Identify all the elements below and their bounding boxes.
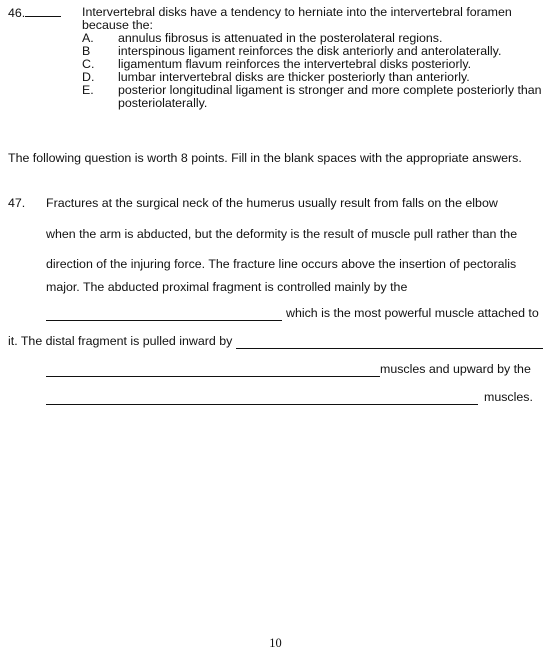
question-47-line-4: major. The abducted proximal fragment is controlled mainly by the xyxy=(46,280,408,294)
option-text: lumbar intervertebral disks are thicker posteriorly than anteriorly. xyxy=(118,70,470,84)
option-text: interspinous ligament reinforces the disk anteriorly and anterolaterally. xyxy=(118,44,502,58)
question-46-header xyxy=(8,6,543,32)
answer-blank-47-3[interactable] xyxy=(46,365,380,377)
question-47-line-3: direction of the injuring force. The fracture line occurs above the insertion of pectoralis xyxy=(46,257,517,271)
option-letter: E. xyxy=(82,83,94,97)
question-46-stem: Intervertebral disks have a tendency to herniate into the intervertebral foramen because the: xyxy=(82,5,512,32)
question-47-text: muscles. xyxy=(484,390,533,404)
answer-blank-47-4[interactable] xyxy=(46,393,478,405)
question-47-line-1: Fractures at the surgical neck of the humerus usually result from falls on the elbow xyxy=(46,196,498,210)
question-46-number-label: 46. xyxy=(8,6,26,20)
answer-options xyxy=(82,32,543,110)
question-47-text: which is the most powerful muscle attached to xyxy=(286,306,539,320)
question-46 xyxy=(8,6,543,110)
answer-blank-46[interactable] xyxy=(25,6,61,17)
option-text: posterior longitudinal ligament is stronger and more complete posteriorly than posteriolaterally. xyxy=(118,83,542,110)
option-letter: D. xyxy=(82,70,95,84)
question-47-line-5 xyxy=(46,306,543,321)
page-number: 10 xyxy=(269,636,282,650)
question-47-line-8 xyxy=(46,390,543,405)
question-47-line-7 xyxy=(46,362,543,377)
question-47-number: 47. xyxy=(8,196,26,210)
question-47-text: muscles and upward by the xyxy=(380,362,531,376)
option-letter: A. xyxy=(82,31,94,45)
option-text: ligamentum flavum reinforces the intervertebral disks posteriorly. xyxy=(118,57,472,71)
option-letter: C. xyxy=(82,57,95,71)
question-46-number xyxy=(8,6,82,32)
instruction-text: The following question is worth 8 points. Fill in the blank spaces with the appropriate answers. xyxy=(8,151,522,165)
question-47-line-6 xyxy=(8,334,543,349)
option-letter: B xyxy=(82,44,91,58)
answer-blank-47-1[interactable] xyxy=(46,309,282,321)
question-47-line-2: when the arm is abducted, but the deformity is the result of muscle pull rather than the xyxy=(46,227,518,241)
question-47-text: it. The distal fragment is pulled inward by xyxy=(8,334,233,348)
option-text: annulus fibrosus is attenuated in the posterolateral regions. xyxy=(118,31,443,45)
answer-blank-47-2[interactable] xyxy=(236,337,543,349)
option-e xyxy=(82,84,543,110)
